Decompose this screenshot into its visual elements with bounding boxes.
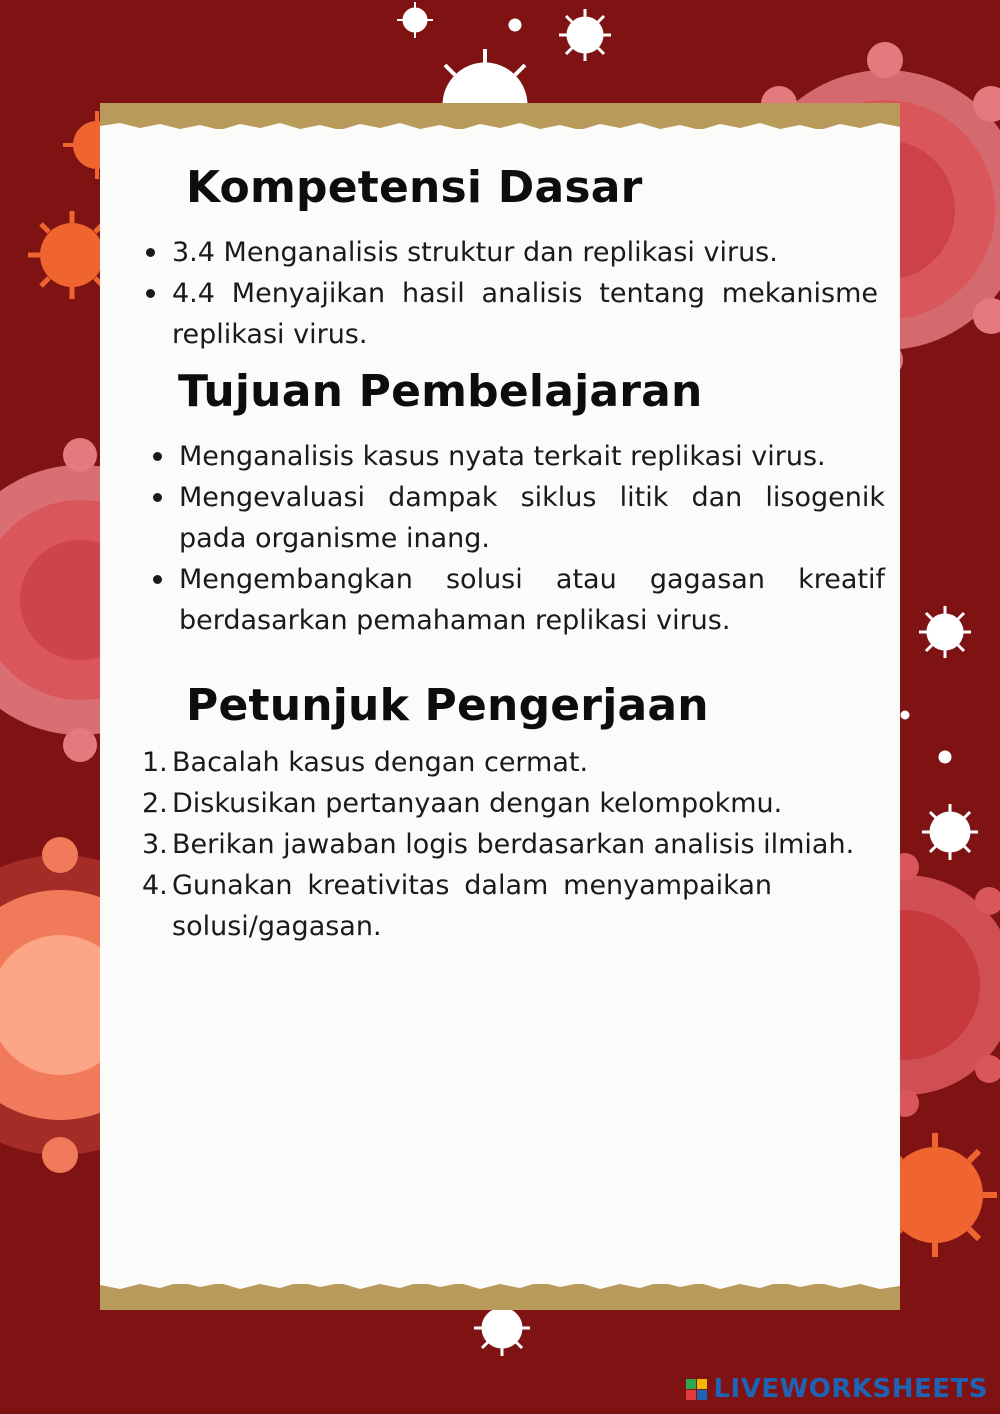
heading-tujuan-pembelajaran: Tujuan Pembelajaran bbox=[178, 366, 703, 417]
list-item-text: Berikan jawaban logis berdasarkan analisis ilmiah. bbox=[172, 829, 855, 860]
list-number: 2. bbox=[142, 788, 168, 819]
list-item bbox=[142, 783, 878, 824]
list-item-text: Gunakan kreativitas dalam menyampaikan solusi/gagasan. bbox=[172, 870, 772, 942]
list-item: 3.4 Menganalisis struktur dan replikasi virus. bbox=[172, 232, 878, 273]
heading-petunjuk-pengerjaan: Petunjuk Pengerjaan bbox=[186, 680, 709, 731]
list-item-text: Diskusikan pertanyaan dengan kelompokmu. bbox=[172, 788, 783, 819]
list-number: 4. bbox=[142, 870, 168, 901]
heading-kompetensi-dasar: Kompetensi Dasar bbox=[186, 162, 643, 213]
torn-edge-bottom bbox=[100, 1276, 900, 1294]
list-tujuan-pembelajaran bbox=[179, 436, 885, 641]
brand-text: LIVEWORKSHEETS bbox=[713, 1374, 988, 1404]
list-number: 1. bbox=[142, 747, 168, 778]
list-item: 4.4 Menyajikan hasil analisis tentang mekanisme replikasi virus. bbox=[172, 273, 878, 355]
list-item bbox=[142, 865, 772, 947]
list-petunjuk-pengerjaan bbox=[142, 742, 878, 947]
list-item bbox=[142, 742, 878, 783]
list-item: Mengevaluasi dampak siklus litik dan lisogenik pada organisme inang. bbox=[179, 477, 885, 559]
liveworksheets-logo-icon bbox=[686, 1379, 707, 1400]
torn-edge-top bbox=[100, 118, 900, 136]
list-number: 3. bbox=[142, 829, 168, 860]
list-item bbox=[142, 824, 878, 865]
liveworksheets-brand[interactable] bbox=[686, 1374, 988, 1404]
list-item-text: Bacalah kasus dengan cermat. bbox=[172, 747, 589, 778]
list-item: Mengembangkan solusi atau gagasan kreatif berdasarkan pemahaman replikasi virus. bbox=[179, 559, 885, 641]
list-kompetensi-dasar bbox=[172, 232, 878, 355]
list-item: Menganalisis kasus nyata terkait replikasi virus. bbox=[179, 436, 885, 477]
